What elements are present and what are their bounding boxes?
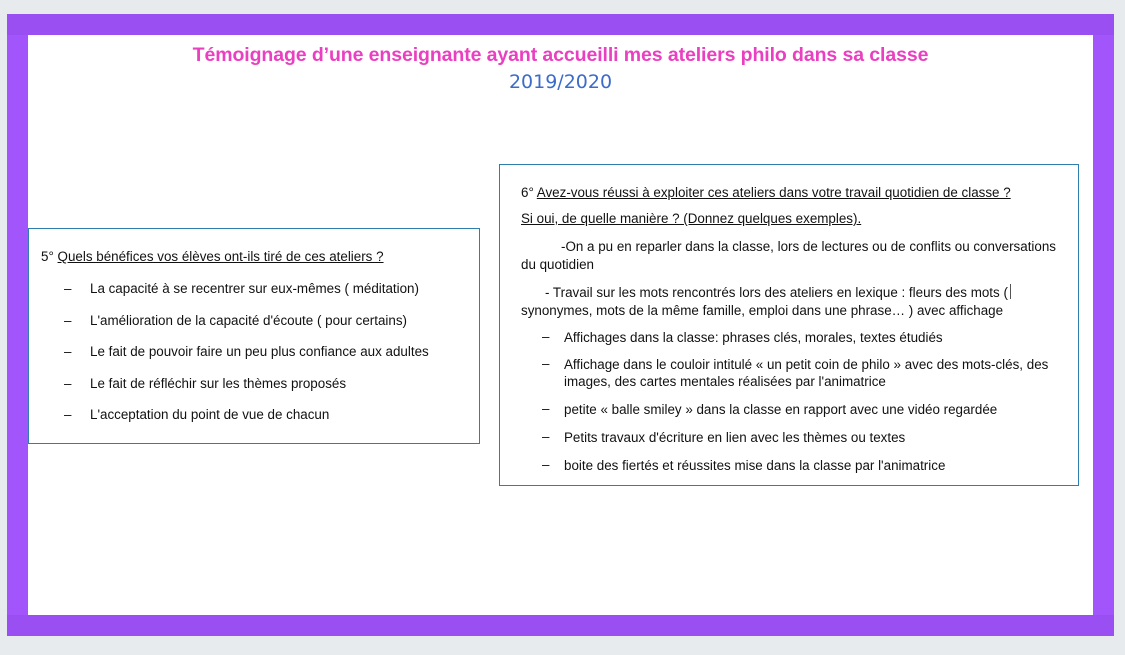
list-item: – L'amélioration de la capacité d'écoute ( pour certains) [64, 312, 407, 328]
dash-bullet: – [542, 356, 550, 371]
dash-bullet: – [64, 375, 72, 391]
question-5-list [64, 281, 474, 439]
question-6-box [499, 164, 1079, 486]
frame-bottom-band [7, 615, 1114, 636]
answer-paragraph-2-line-1: - Travail sur les mots rencontrés lors des ateliers en lexique : fleurs des mots ( [545, 285, 1008, 300]
list-item: – boite des fiertés et réussites mise dans la classe par l'animatrice [542, 457, 946, 473]
list-item: – Le fait de réfléchir sur les thèmes proposés [64, 375, 347, 391]
question-6-heading [521, 185, 1011, 200]
list-item: – Le fait de pouvoir faire un peu plus confiance aux adultes [64, 344, 429, 359]
question-5-number: 5° [41, 249, 54, 264]
question-5-heading [41, 249, 384, 264]
answer-paragraph-2-line-2: synonymes, mots de la même famille, emploi dans une phrase… ) avec affichage [521, 303, 1004, 318]
dash-bullet: – [542, 457, 550, 472]
dash-bullet: – [542, 401, 550, 416]
list-item: – Affichages dans la classe: phrases clés, morales, textes étudiés [542, 329, 943, 345]
answer-paragraph-2 [521, 284, 1076, 320]
dash-bullet: – [542, 429, 550, 444]
dash-bullet: – [64, 407, 72, 422]
dash-bullet: – [64, 281, 72, 296]
slide-title: Témoignage d’une enseignante ayant accueilli mes ateliers philo dans sa classe [192, 44, 929, 66]
frame-top-band [7, 14, 1114, 35]
question-6-list [542, 329, 1062, 479]
dash-bullet: – [64, 312, 72, 328]
question-6-subquestion: Si oui, de quelle manière ? (Donnez quelques exemples). [521, 211, 862, 226]
dash-bullet: – [64, 344, 72, 359]
list-item: – L'acceptation du point de vue de chacun [64, 407, 330, 422]
list-item: – Affichage dans le couloir intitulé « un petit coin de philo » avec des mots-clés, des images, des cartes mentales réalisées par l'animatrice [542, 356, 1049, 389]
question-5-text: Quels bénéfices vos élèves ont-ils tiré de ces ateliers ? [57, 249, 384, 264]
question-6-number: 6° [521, 185, 534, 200]
list-item: – petite « balle smiley » dans la classe en rapport avec une vidéo regardée [542, 401, 998, 417]
question-6-text: Avez-vous réussi à exploiter ces ateliers dans votre travail quotidien de classe ? [536, 185, 1011, 200]
text-cursor [1010, 284, 1011, 299]
list-item: – Petits travaux d'écriture en lien avec les thèmes ou textes [542, 429, 906, 445]
dash-bullet: – [542, 329, 550, 344]
question-5-box [28, 228, 480, 444]
list-item: – La capacité à se recentrer sur eux-mêmes ( méditation) [64, 281, 419, 296]
answer-paragraph-1: -On a pu en reparler dans la classe, lors de lectures ou de conflits ou conversations du quotidien [521, 239, 1056, 272]
slide-year: 2019/2020 [508, 71, 613, 93]
slide [28, 35, 1093, 615]
slide-frame [7, 14, 1114, 636]
